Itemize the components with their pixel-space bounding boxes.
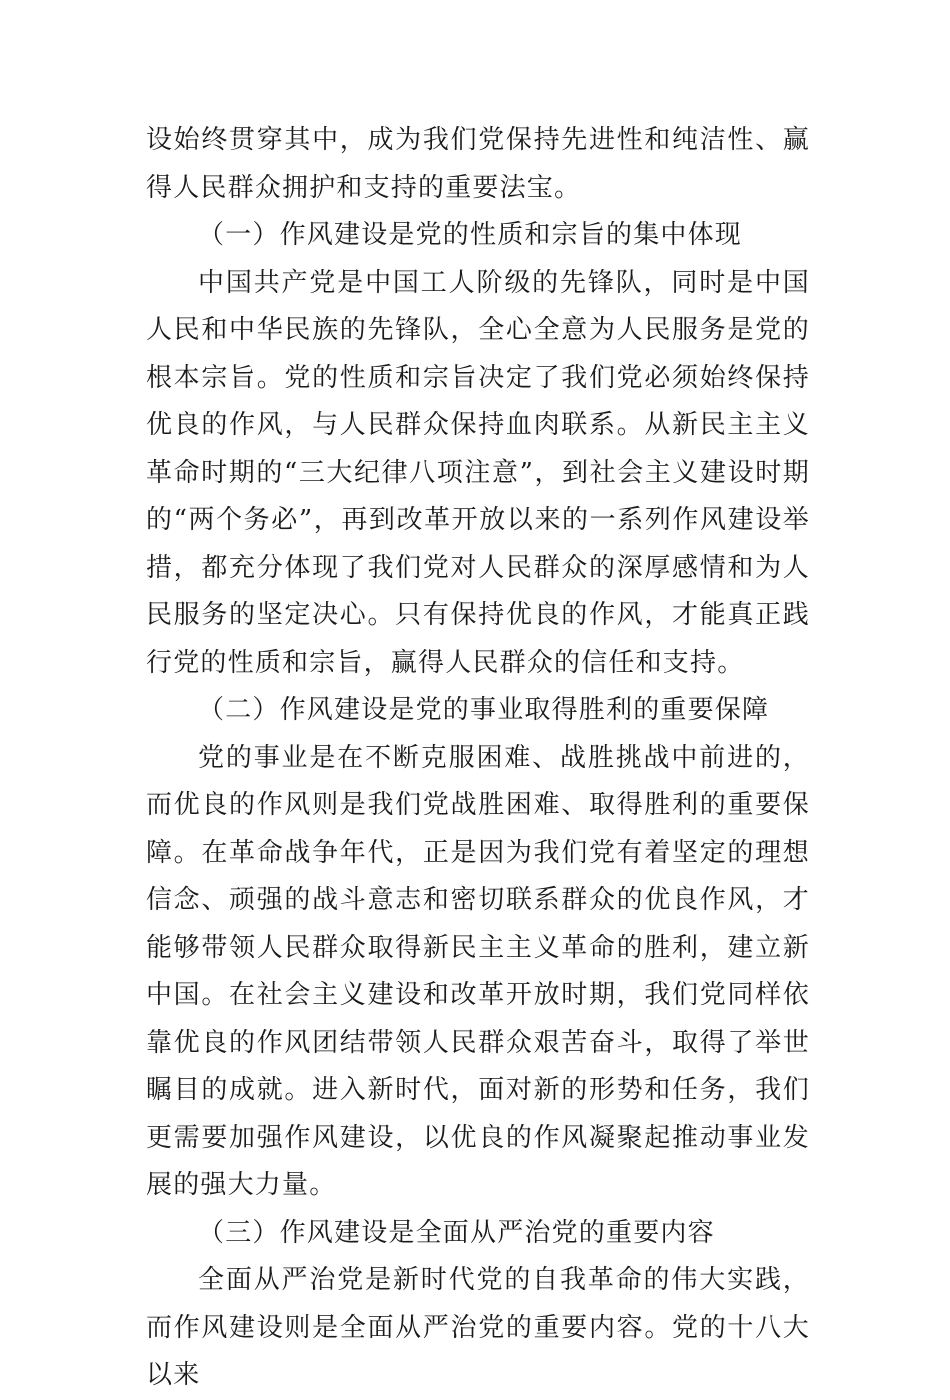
section-body-2: 党的事业是在不断克服困难、战胜挑战中前进的，而优良的作风则是我们党战胜困难、取得胜利的重要保障。在革命战争年代，正是因为我们党有着坚定的理想信念、顽强的战斗意志和密切联系群众的优良作风，才能够带领人民群众取得新民主主义革命的胜利，建立新中国。在社会主义建设和改革开放时期，我们党同样依靠优良的作风团结带领人民群众艰苦奋斗，取得了举世瞩目的成就。进入新时代，面对新的形势和任务，我们更需要加强作风建设，以优良的作风凝聚起推动事业发展的强大力量。 (146, 742, 810, 1200)
document-body (146, 117, 810, 1400)
section-body-3: 全面从严治党是新时代党的自我革命的伟大实践，而作风建设则是全面从严治党的重要内容。党的十八大以来 (146, 1265, 810, 1390)
section-heading-2: （二）作风建设是党的事业取得胜利的重要保障 (198, 695, 770, 725)
section-body-1: 中国共产党是中国工人阶级的先锋队，同时是中国人民和中华民族的先锋队，全心全意为人民服务是党的根本宗旨。党的性质和宗旨决定了我们党必须始终保持优良的作风，与人民群众保持血肉联系。从新民主主义革命时期的“三大纪律八项注意”，到社会主义建设时期的“两个务必”，再到改革开放以来的一系列作风建设举措，都充分体现了我们党对人民群众的深厚感情和为人民服务的坚定决心。只有保持优良的作风，才能真正践行党的性质和宗旨，赢得人民群众的信任和支持。 (146, 267, 810, 678)
section-heading-3: （三）作风建设是全面从严治党的重要内容 (198, 1217, 715, 1248)
section-heading-1: （一）作风建设是党的性质和宗旨的集中体现 (198, 220, 743, 250)
intro-paragraph: 设始终贯穿其中，成为我们党保持先进性和纯洁性、赢得人民群众拥护和支持的重要法宝。 (146, 125, 810, 203)
